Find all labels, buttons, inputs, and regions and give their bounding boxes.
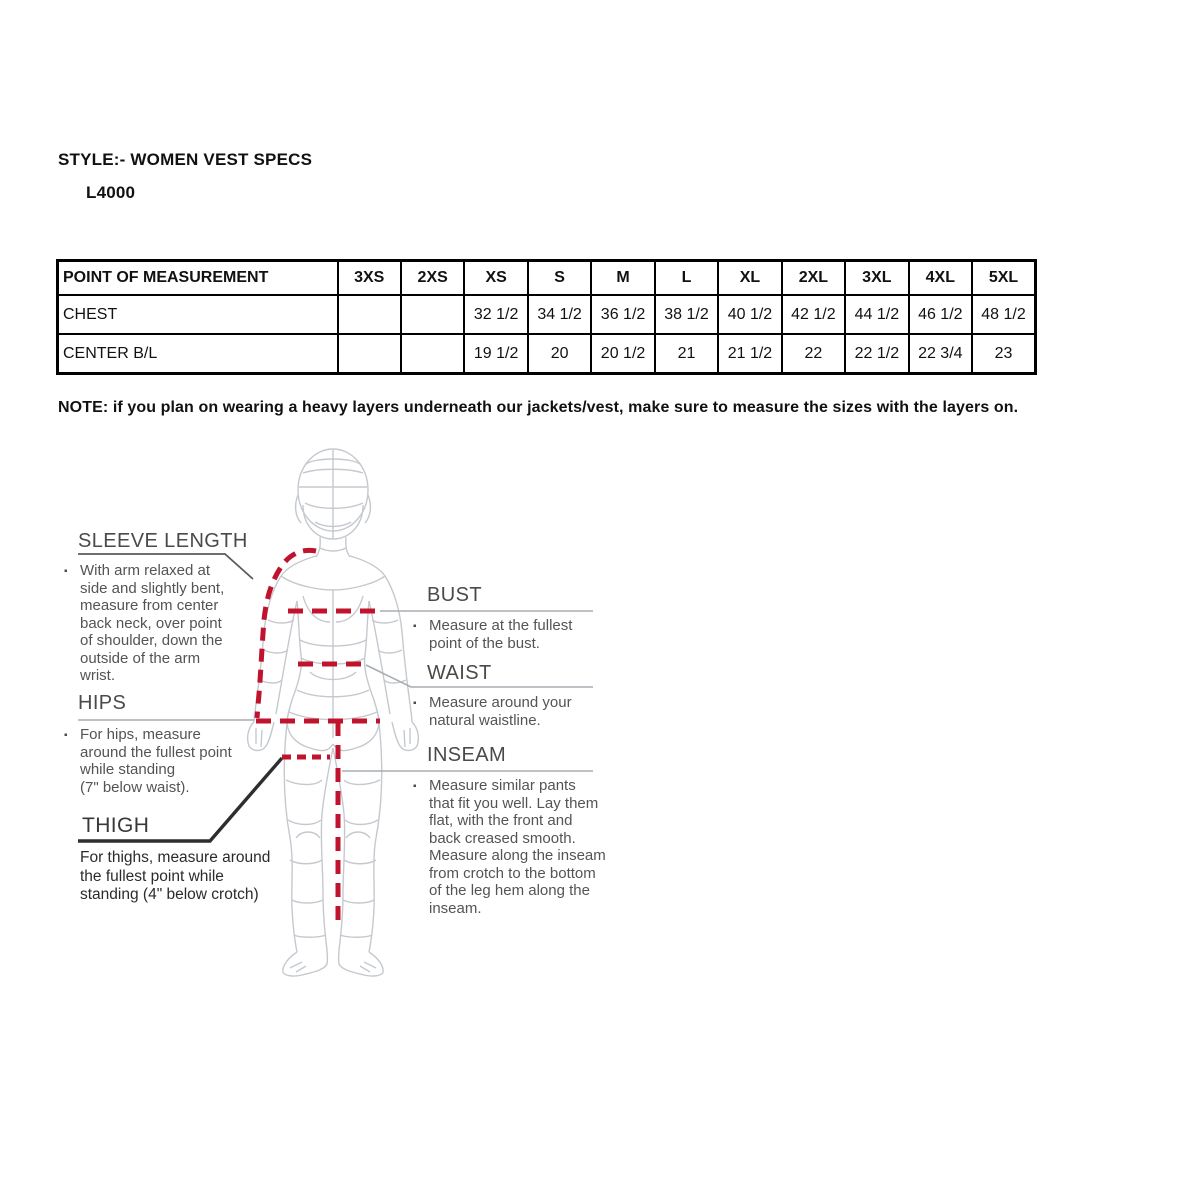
header-3xs: 3XS bbox=[338, 261, 401, 296]
table-cell: 32 1/2 bbox=[464, 295, 527, 334]
table-cell: 22 3/4 bbox=[909, 334, 972, 374]
header-3xl: 3XL bbox=[845, 261, 908, 296]
thigh-title: THIGH bbox=[82, 814, 150, 837]
table-cell: 21 bbox=[655, 334, 718, 374]
header-point-of-measurement: POINT OF MEASUREMENT bbox=[58, 261, 338, 296]
waist-description: Measure around your natural waistline. bbox=[429, 694, 572, 729]
header-2xs: 2XS bbox=[401, 261, 464, 296]
bullet-square-icon: ▪ bbox=[64, 730, 68, 741]
header-xl: XL bbox=[718, 261, 781, 296]
table-cell: 36 1/2 bbox=[591, 295, 654, 334]
table-cell: 23 bbox=[972, 334, 1035, 374]
page-title: STYLE:- WOMEN VEST SPECS bbox=[58, 150, 313, 169]
header-s: S bbox=[528, 261, 591, 296]
header-xs: XS bbox=[464, 261, 527, 296]
bust-title: BUST bbox=[427, 584, 482, 606]
bullet-square-icon: ▪ bbox=[64, 566, 68, 577]
thigh-description: For thighs, measure around the fullest point while standing (4" below crotch) bbox=[80, 849, 271, 903]
bullet-square-icon: ▪ bbox=[413, 621, 417, 632]
bullet-square-icon: ▪ bbox=[413, 781, 417, 792]
style-code: L4000 bbox=[86, 183, 136, 202]
table-cell: 22 bbox=[782, 334, 845, 374]
table-cell: 46 1/2 bbox=[909, 295, 972, 334]
table-cell: 21 1/2 bbox=[718, 334, 781, 374]
table-cell: 34 1/2 bbox=[528, 295, 591, 334]
sleeve-measure-line bbox=[257, 550, 316, 718]
table-cell: 44 1/2 bbox=[845, 295, 908, 334]
header-2xl: 2XL bbox=[782, 261, 845, 296]
bust-description: Measure at the fullest point of the bust. bbox=[429, 617, 573, 652]
table-cell: 22 1/2 bbox=[845, 334, 908, 374]
table-cell: 20 bbox=[528, 334, 591, 374]
measurement-lines bbox=[256, 550, 380, 925]
inseam-description: Measure similar pants that fit you well. Lay them flat, with the front and back creased smooth. Measure along the inseam from crotch to the bottom of the leg hem along the inseam. bbox=[429, 777, 606, 917]
table-cell: 19 1/2 bbox=[464, 334, 527, 374]
table-cell: 20 1/2 bbox=[591, 334, 654, 374]
hips-title: HIPS bbox=[78, 692, 127, 714]
header-m: M bbox=[591, 261, 654, 296]
row-label-chest: CHEST bbox=[58, 295, 338, 334]
sleeve-length-description: With arm relaxed at side and slightly bent, measure from center back neck, over point of shoulder, down the outside of the arm wrist. bbox=[80, 562, 225, 684]
header-5xl: 5XL bbox=[972, 261, 1035, 296]
table-cell: 48 1/2 bbox=[972, 295, 1035, 334]
header-l: L bbox=[655, 261, 718, 296]
inseam-title: INSEAM bbox=[427, 744, 507, 766]
row-label-center-bl: CENTER B/L bbox=[58, 334, 338, 374]
sleeve-length-title: SLEEVE LENGTH bbox=[78, 530, 248, 552]
table-cell: 38 1/2 bbox=[655, 295, 718, 334]
bullet-square-icon: ▪ bbox=[413, 698, 417, 709]
note-text: NOTE: if you plan on wearing a heavy layers underneath our jackets/vest, make sure to measure the sizes with the layers on. bbox=[58, 399, 1019, 416]
body-wireframe bbox=[248, 449, 419, 976]
table-cell: 40 1/2 bbox=[718, 295, 781, 334]
table-cell: 42 1/2 bbox=[782, 295, 845, 334]
hips-description: For hips, measure around the fullest point while standing (7" below waist). bbox=[80, 726, 232, 796]
waist-title: WAIST bbox=[427, 662, 492, 684]
header-4xl: 4XL bbox=[909, 261, 972, 296]
